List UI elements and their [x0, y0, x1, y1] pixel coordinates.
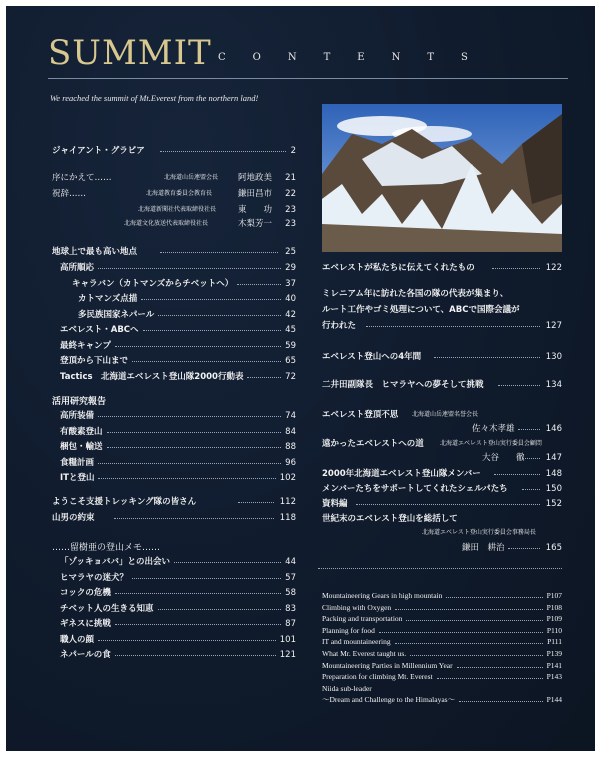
entry-page: 74: [285, 411, 296, 421]
dotted-leader: [437, 678, 543, 679]
dotted-leader: [518, 429, 540, 430]
entry-label: Preparation for climbing Mt. Everest: [322, 672, 433, 682]
entry-label: 高所順応: [60, 263, 95, 273]
dotted-leader: [160, 252, 278, 253]
toc-entry[interactable]: [60, 410, 296, 422]
toc-entry-r1[interactable]: [322, 262, 562, 274]
entry-label: ネパールの食: [60, 650, 111, 660]
dotted-leader: [395, 609, 542, 610]
toc-entry[interactable]: [78, 293, 296, 305]
entry-label: ヒマラヤの迷犬？: [60, 572, 129, 583]
toc-entry-r5[interactable]: [322, 409, 562, 421]
entry-page: 146: [545, 424, 562, 434]
dotted-leader: [98, 416, 281, 417]
entry-author-name: 佐々木孝雄: [472, 424, 515, 434]
entry-page: 2: [290, 146, 296, 156]
entry-page: 88: [285, 442, 296, 452]
entry-label: チベット人の生きる知恵: [60, 603, 154, 614]
section-heading-research: 活用研究報告: [52, 397, 107, 407]
entry-label: メンバーたちをサポートしてくれたシェルパたち: [322, 484, 508, 494]
entry-label: ミレニアム年に訪れた各国の隊の代表が集まり、: [322, 289, 509, 299]
entry-page: 57: [285, 572, 296, 583]
dotted-leader: [237, 284, 281, 285]
entry-page: 152: [545, 499, 562, 509]
english-toc-entry[interactable]: [322, 636, 562, 647]
entry-author-name: 大谷 徹: [482, 453, 525, 463]
entry-label: 祝辞……: [52, 189, 87, 199]
toc-entry[interactable]: [60, 618, 296, 630]
toc-entry-r9[interactable]: [322, 498, 562, 510]
entry-page: 22: [285, 189, 296, 199]
toc-entry-preface[interactable]: [52, 172, 296, 184]
entry-label: ～Dream and Challenge to the Himalayas～: [322, 695, 456, 705]
entry-page: 147: [545, 453, 562, 463]
dotted-leader: [379, 632, 543, 633]
entry-page: P109: [546, 614, 562, 624]
entry-page: 45: [285, 325, 296, 335]
entry-page: 102: [279, 473, 296, 483]
entry-label: ジャイアント・グラビア: [52, 146, 145, 156]
toc-entry[interactable]: [60, 371, 296, 383]
english-separator: [318, 568, 562, 569]
entry-page: 58: [285, 588, 296, 598]
toc-entry-gravure[interactable]: [52, 145, 296, 157]
entry-page: 122: [545, 263, 562, 273]
toc-entry-r7[interactable]: [322, 468, 562, 480]
dotted-leader: [141, 299, 281, 300]
entry-label: エベレストが私たちに伝えてくれたもの: [322, 263, 475, 273]
entry-label: 梱包・輸送: [60, 442, 103, 452]
entry-page: 148: [545, 469, 562, 479]
entry-author-title: 北海道教育委員会教育長: [146, 190, 213, 197]
dotted-leader: [494, 474, 540, 475]
entry-page: P107: [546, 591, 562, 600]
entry-label: 山男の約束: [52, 513, 95, 523]
entry-page: P144: [546, 695, 562, 705]
entry-author-name: 鎌田昌市: [238, 189, 273, 199]
dotted-leader: [395, 643, 544, 644]
entry-label: 行われた: [322, 321, 357, 331]
entry-page: 23: [285, 205, 296, 215]
entry-label: 有酸素登山: [60, 426, 103, 437]
toc-entry[interactable]: [60, 262, 296, 274]
english-toc-entry[interactable]: [322, 671, 562, 682]
toc-entry-greeting[interactable]: [52, 218, 296, 230]
toc-entry[interactable]: [60, 340, 296, 352]
contents-page: [6, 6, 595, 751]
dotted-leader: [115, 593, 281, 594]
toc-entry-r4[interactable]: [322, 379, 562, 391]
entry-page: 25: [285, 247, 296, 257]
toc-entry-r2-line1[interactable]: [322, 288, 562, 300]
entry-label: エベレスト登山への4年間: [322, 352, 422, 362]
entry-author-title: 北海道エベレスト登山実行委員会事務局長: [422, 529, 536, 536]
dotted-leader: [498, 385, 540, 386]
toc-entry-greeting[interactable]: [52, 188, 296, 200]
entry-label: What Mr. Everest taught us.: [322, 649, 407, 658]
entry-page: 72: [285, 371, 296, 382]
entry-page: 84: [285, 426, 296, 437]
dotted-leader: [158, 315, 281, 316]
entry-author-name: 東 功: [238, 205, 273, 215]
entry-label: 世紀末のエベレスト登山を総括して: [322, 514, 458, 524]
entry-page: 83: [285, 603, 296, 614]
dotted-leader: [98, 463, 281, 464]
entry-label: ルート工作やゴミ処理について、ABCで国際会議が: [322, 305, 520, 315]
entry-label: ギネスに挑戦: [60, 619, 111, 629]
entry-author-title: 北海道山岳連盟名誉会長: [412, 411, 479, 418]
entry-label: 2000年北海道エベレスト登山隊メンバー: [322, 469, 481, 479]
toc-entry[interactable]: [60, 634, 296, 646]
dotted-leader: [174, 562, 281, 563]
entry-page: 118: [279, 513, 296, 523]
toc-entry-r3[interactable]: [322, 351, 562, 363]
dotted-leader: [160, 151, 286, 152]
entry-page: P139: [546, 649, 562, 658]
entry-page: 37: [285, 278, 296, 289]
english-toc-entry[interactable]: [322, 694, 562, 705]
dotted-leader: [98, 268, 281, 269]
dotted-leader: [132, 578, 281, 579]
toc-entry-r10-who[interactable]: [322, 527, 562, 539]
english-toc-entry[interactable]: [322, 625, 562, 636]
entry-label: 最終キャンプ: [60, 340, 112, 351]
entry-author-title: 北海道山岳連盟会長: [164, 174, 219, 181]
entry-label: ITと登山: [60, 473, 95, 483]
entry-page: P143: [546, 672, 562, 682]
dotted-leader: [434, 357, 540, 358]
entry-page: 134: [545, 380, 562, 390]
entry-label: 資料編: [322, 499, 348, 509]
section-heading-memo: ……留樹亜の登山メモ……: [52, 543, 161, 553]
dotted-leader: [459, 701, 542, 702]
toc-entry-r2-line2[interactable]: [322, 304, 562, 316]
dotted-leader: [238, 502, 274, 503]
entry-author-name: 阿地政美: [238, 173, 273, 183]
entry-page: 101: [279, 634, 296, 645]
toc-entry[interactable]: [72, 278, 296, 290]
entry-label: Niida sub-leader: [322, 683, 372, 693]
entry-page: 165: [545, 543, 562, 553]
dotted-leader: [457, 667, 543, 668]
dotted-leader: [508, 548, 540, 549]
toc-entry[interactable]: [60, 556, 296, 568]
toc-entry[interactable]: [60, 572, 296, 584]
toc-entry[interactable]: [60, 441, 296, 453]
entry-page: 96: [285, 457, 296, 468]
toc-entry-trekking[interactable]: [52, 496, 296, 508]
toc-entry-promise[interactable]: [52, 512, 296, 524]
english-toc-entry[interactable]: [322, 660, 562, 671]
entry-label: 遠かったエベレストへの道: [322, 439, 424, 449]
entry-label: IT and mountaineering: [322, 637, 391, 647]
entry-page: 150: [545, 484, 562, 494]
entry-page: 59: [285, 340, 296, 351]
entry-author-name: 鎌田 耕治: [462, 543, 505, 553]
dotted-leader: [143, 330, 282, 331]
toc-entry[interactable]: [60, 649, 296, 661]
toc-entry[interactable]: [60, 355, 296, 367]
entry-page: 23: [285, 219, 296, 229]
dotted-leader: [115, 624, 281, 625]
entry-label: 高所装備: [60, 411, 95, 421]
entry-page: 87: [285, 619, 296, 629]
entry-label: エベレスト登頂不思: [322, 410, 399, 420]
everest-photo: [322, 104, 562, 252]
toc-entry[interactable]: [60, 603, 296, 615]
entry-label: カトマンズ点描: [78, 294, 138, 304]
dotted-leader: [492, 268, 540, 269]
english-toc-entry[interactable]: [322, 602, 562, 613]
dotted-leader: [247, 377, 281, 378]
dotted-leader: [132, 361, 281, 362]
entry-page: 44: [285, 557, 296, 567]
english-toc-entry[interactable]: [322, 590, 562, 601]
entry-label: 「ゾッキョババ」との出会い: [60, 557, 170, 567]
toc-entry-r6-name[interactable]: [322, 452, 562, 464]
dotted-leader: [158, 609, 282, 610]
entry-page: 29: [285, 263, 296, 273]
entry-label: 地球上で最も高い地点: [52, 247, 138, 257]
toc-entry-r6[interactable]: [322, 438, 562, 450]
dotted-leader: [115, 655, 276, 656]
dotted-leader: [406, 620, 542, 621]
entry-page: 127: [545, 321, 562, 331]
toc-entry-greeting[interactable]: [52, 204, 296, 216]
entry-page: P108: [546, 602, 562, 612]
dotted-leader: [107, 447, 282, 448]
entry-page: P110: [546, 625, 562, 635]
dotted-leader: [107, 432, 282, 433]
toc-entry[interactable]: [60, 426, 296, 438]
entry-author-name: 木梨芳一: [238, 219, 273, 229]
toc-entry[interactable]: [60, 324, 296, 336]
entry-page: 42: [285, 309, 296, 320]
entry-label: コックの危機: [60, 588, 111, 598]
dotted-leader: [98, 478, 275, 479]
english-toc-entry[interactable]: [322, 683, 562, 694]
entry-label: キャラバン（カトマンズからチベットへ）: [72, 278, 234, 289]
toc-entry-r10[interactable]: [322, 513, 562, 525]
toc-entry[interactable]: [60, 472, 296, 484]
entry-label: Tactics 北海道エベレスト登山隊2000行動表: [60, 371, 244, 382]
toc-entry[interactable]: [78, 309, 296, 321]
entry-label: 二井田副隊長 ヒマラヤへの夢そして挑戦: [322, 380, 484, 390]
dotted-leader: [356, 504, 540, 505]
dotted-leader: [410, 655, 542, 656]
dotted-leader: [115, 346, 281, 347]
entry-page: 40: [285, 294, 296, 304]
entry-label: ようこそ支援トレッキング隊の皆さん: [52, 497, 197, 507]
toc-entry-r5-name[interactable]: [322, 423, 562, 435]
entry-author-title: 北海道エベレスト登山実行委員会顧問: [440, 440, 542, 447]
entry-page: 21: [285, 173, 296, 183]
dotted-leader: [522, 458, 540, 459]
entry-label: Climbing with Oxygen: [322, 602, 392, 612]
tagline: We reached the summit of Mt.Everest from the northern land!: [50, 93, 259, 103]
entry-label: 多民族国家ネパール: [78, 309, 155, 320]
english-toc-entry[interactable]: [322, 648, 562, 659]
toc-entry-r8[interactable]: [322, 483, 562, 495]
entry-author-title: 北海道新聞社代表取締役社長: [138, 206, 217, 213]
toc-section-highest-point[interactable]: [52, 246, 296, 258]
entry-page: 130: [545, 352, 562, 362]
title-rule: [48, 78, 568, 79]
entry-label: 序にかえて……: [52, 173, 112, 183]
magazine-title: SUMMIT: [48, 33, 212, 73]
toc-entry[interactable]: [60, 587, 296, 599]
toc-entry-r10-name[interactable]: [322, 542, 562, 554]
entry-page: 112: [279, 497, 296, 507]
entry-label: エベレスト・ABCへ: [60, 325, 139, 335]
dotted-leader: [366, 326, 540, 327]
entry-page: P141: [546, 660, 562, 670]
entry-author-title: 北海道文化放送代表取締役社長: [124, 220, 209, 227]
contents-label: CONTENTS: [218, 52, 495, 63]
dotted-leader: [446, 597, 542, 598]
entry-page: P111: [547, 637, 562, 647]
dotted-leader: [114, 518, 274, 519]
entry-page: 65: [285, 356, 296, 366]
entry-label: 食糧計画: [60, 457, 95, 468]
english-toc-entry[interactable]: [322, 613, 562, 624]
dotted-leader: [522, 489, 540, 490]
entry-label: Packing and transportation: [322, 614, 403, 624]
entry-label: 職人の顔: [60, 634, 95, 645]
dotted-leader: [98, 640, 276, 641]
toc-entry[interactable]: [60, 457, 296, 469]
toc-entry-r2-line3[interactable]: [322, 320, 562, 332]
entry-label: 登頂から下山まで: [60, 356, 129, 366]
entry-label: Mountaineering Parties in Millennium Year: [322, 660, 453, 670]
entry-page: 121: [279, 650, 296, 660]
entry-label: Mountaineering Gears in high mountain: [322, 591, 443, 600]
entry-label: Planning for food: [322, 625, 375, 635]
